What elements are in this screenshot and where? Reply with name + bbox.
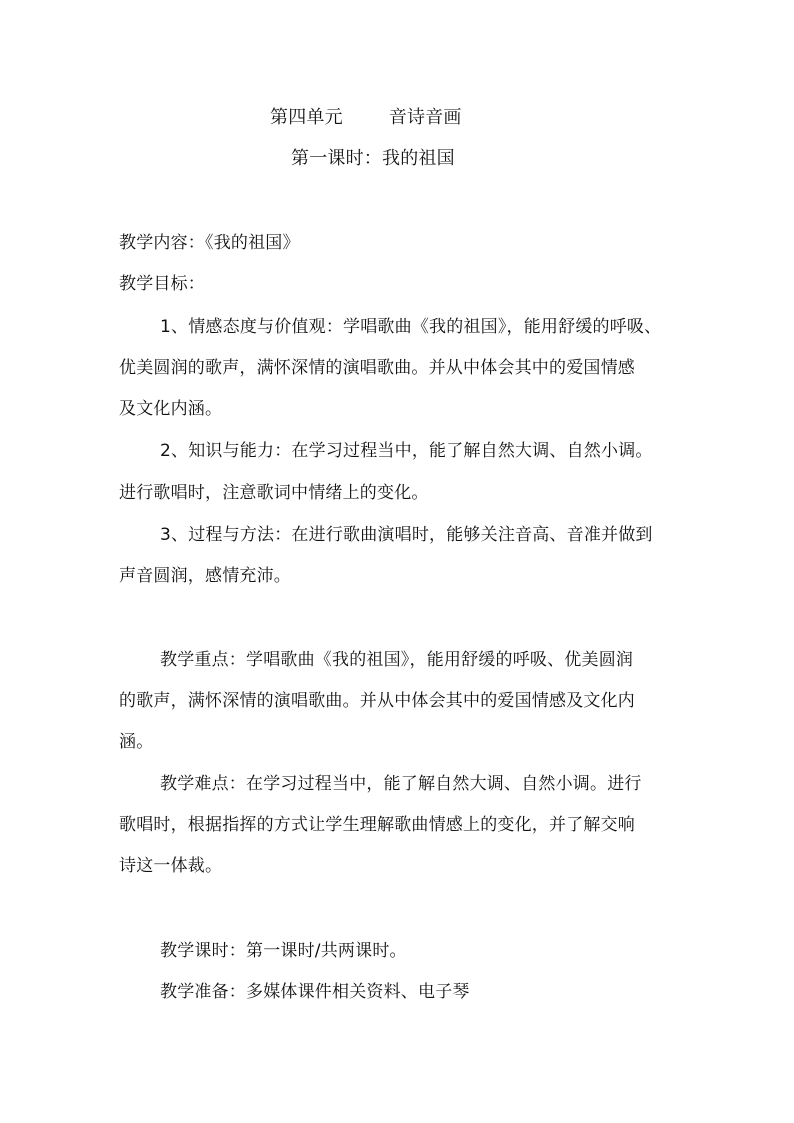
difficulties-line: 歌唱时，根据指挥的方式让学生理解歌曲情感上的变化，并了解交响 bbox=[119, 815, 635, 835]
objective2-line: 进行歌唱时，注意歌词中情绪上的变化。 bbox=[119, 483, 429, 503]
difficulties-line: 诗这一体裁。 bbox=[119, 856, 223, 876]
objective1-line: 1、情感态度与价值观：学唱歌曲《我的祖国》，能用舒缓的呼吸、 bbox=[160, 317, 662, 337]
objective2-line: 2、知识与能力：在学习过程当中，能了解自然大调、自然小调。 bbox=[160, 441, 653, 461]
difficulties-line: 教学难点：在学习过程当中，能了解自然大调、自然小调。进行 bbox=[160, 774, 642, 794]
preparation: 教学准备：多媒体课件相关资料、电子琴 bbox=[160, 982, 470, 1002]
objective3-line: 声音圆润，感情充沛。 bbox=[119, 566, 291, 586]
class-hours: 教学课时：第一课时/共两课时。 bbox=[160, 941, 407, 961]
key-points-line: 教学重点：学唱歌曲《我的祖国》，能用舒缓的呼吸、优美圆润 bbox=[160, 650, 634, 670]
unit-number: 第四单元 bbox=[270, 107, 343, 128]
objective3-line: 3、过程与方法：在进行歌曲演唱时，能够关注音高、音准并做到 bbox=[160, 525, 653, 545]
key-points-line: 的歌声，满怀深情的演唱歌曲。并从中体会其中的爱国情感及文化内 bbox=[119, 691, 635, 711]
lesson-title: 第一课时：我的祖国 bbox=[291, 148, 455, 169]
objective1-line: 优美圆润的歌声，满怀深情的演唱歌曲。并从中体会其中的爱国情感 bbox=[119, 358, 635, 378]
objectives-label: 教学目标： bbox=[119, 274, 205, 294]
key-points-line: 涵。 bbox=[119, 732, 154, 752]
objective1-line: 及文化内涵。 bbox=[119, 399, 223, 419]
unit-title bbox=[270, 107, 462, 129]
unit-name: 音诗音画 bbox=[388, 107, 462, 128]
content-line: 教学内容：《我的祖国》 bbox=[119, 233, 300, 253]
